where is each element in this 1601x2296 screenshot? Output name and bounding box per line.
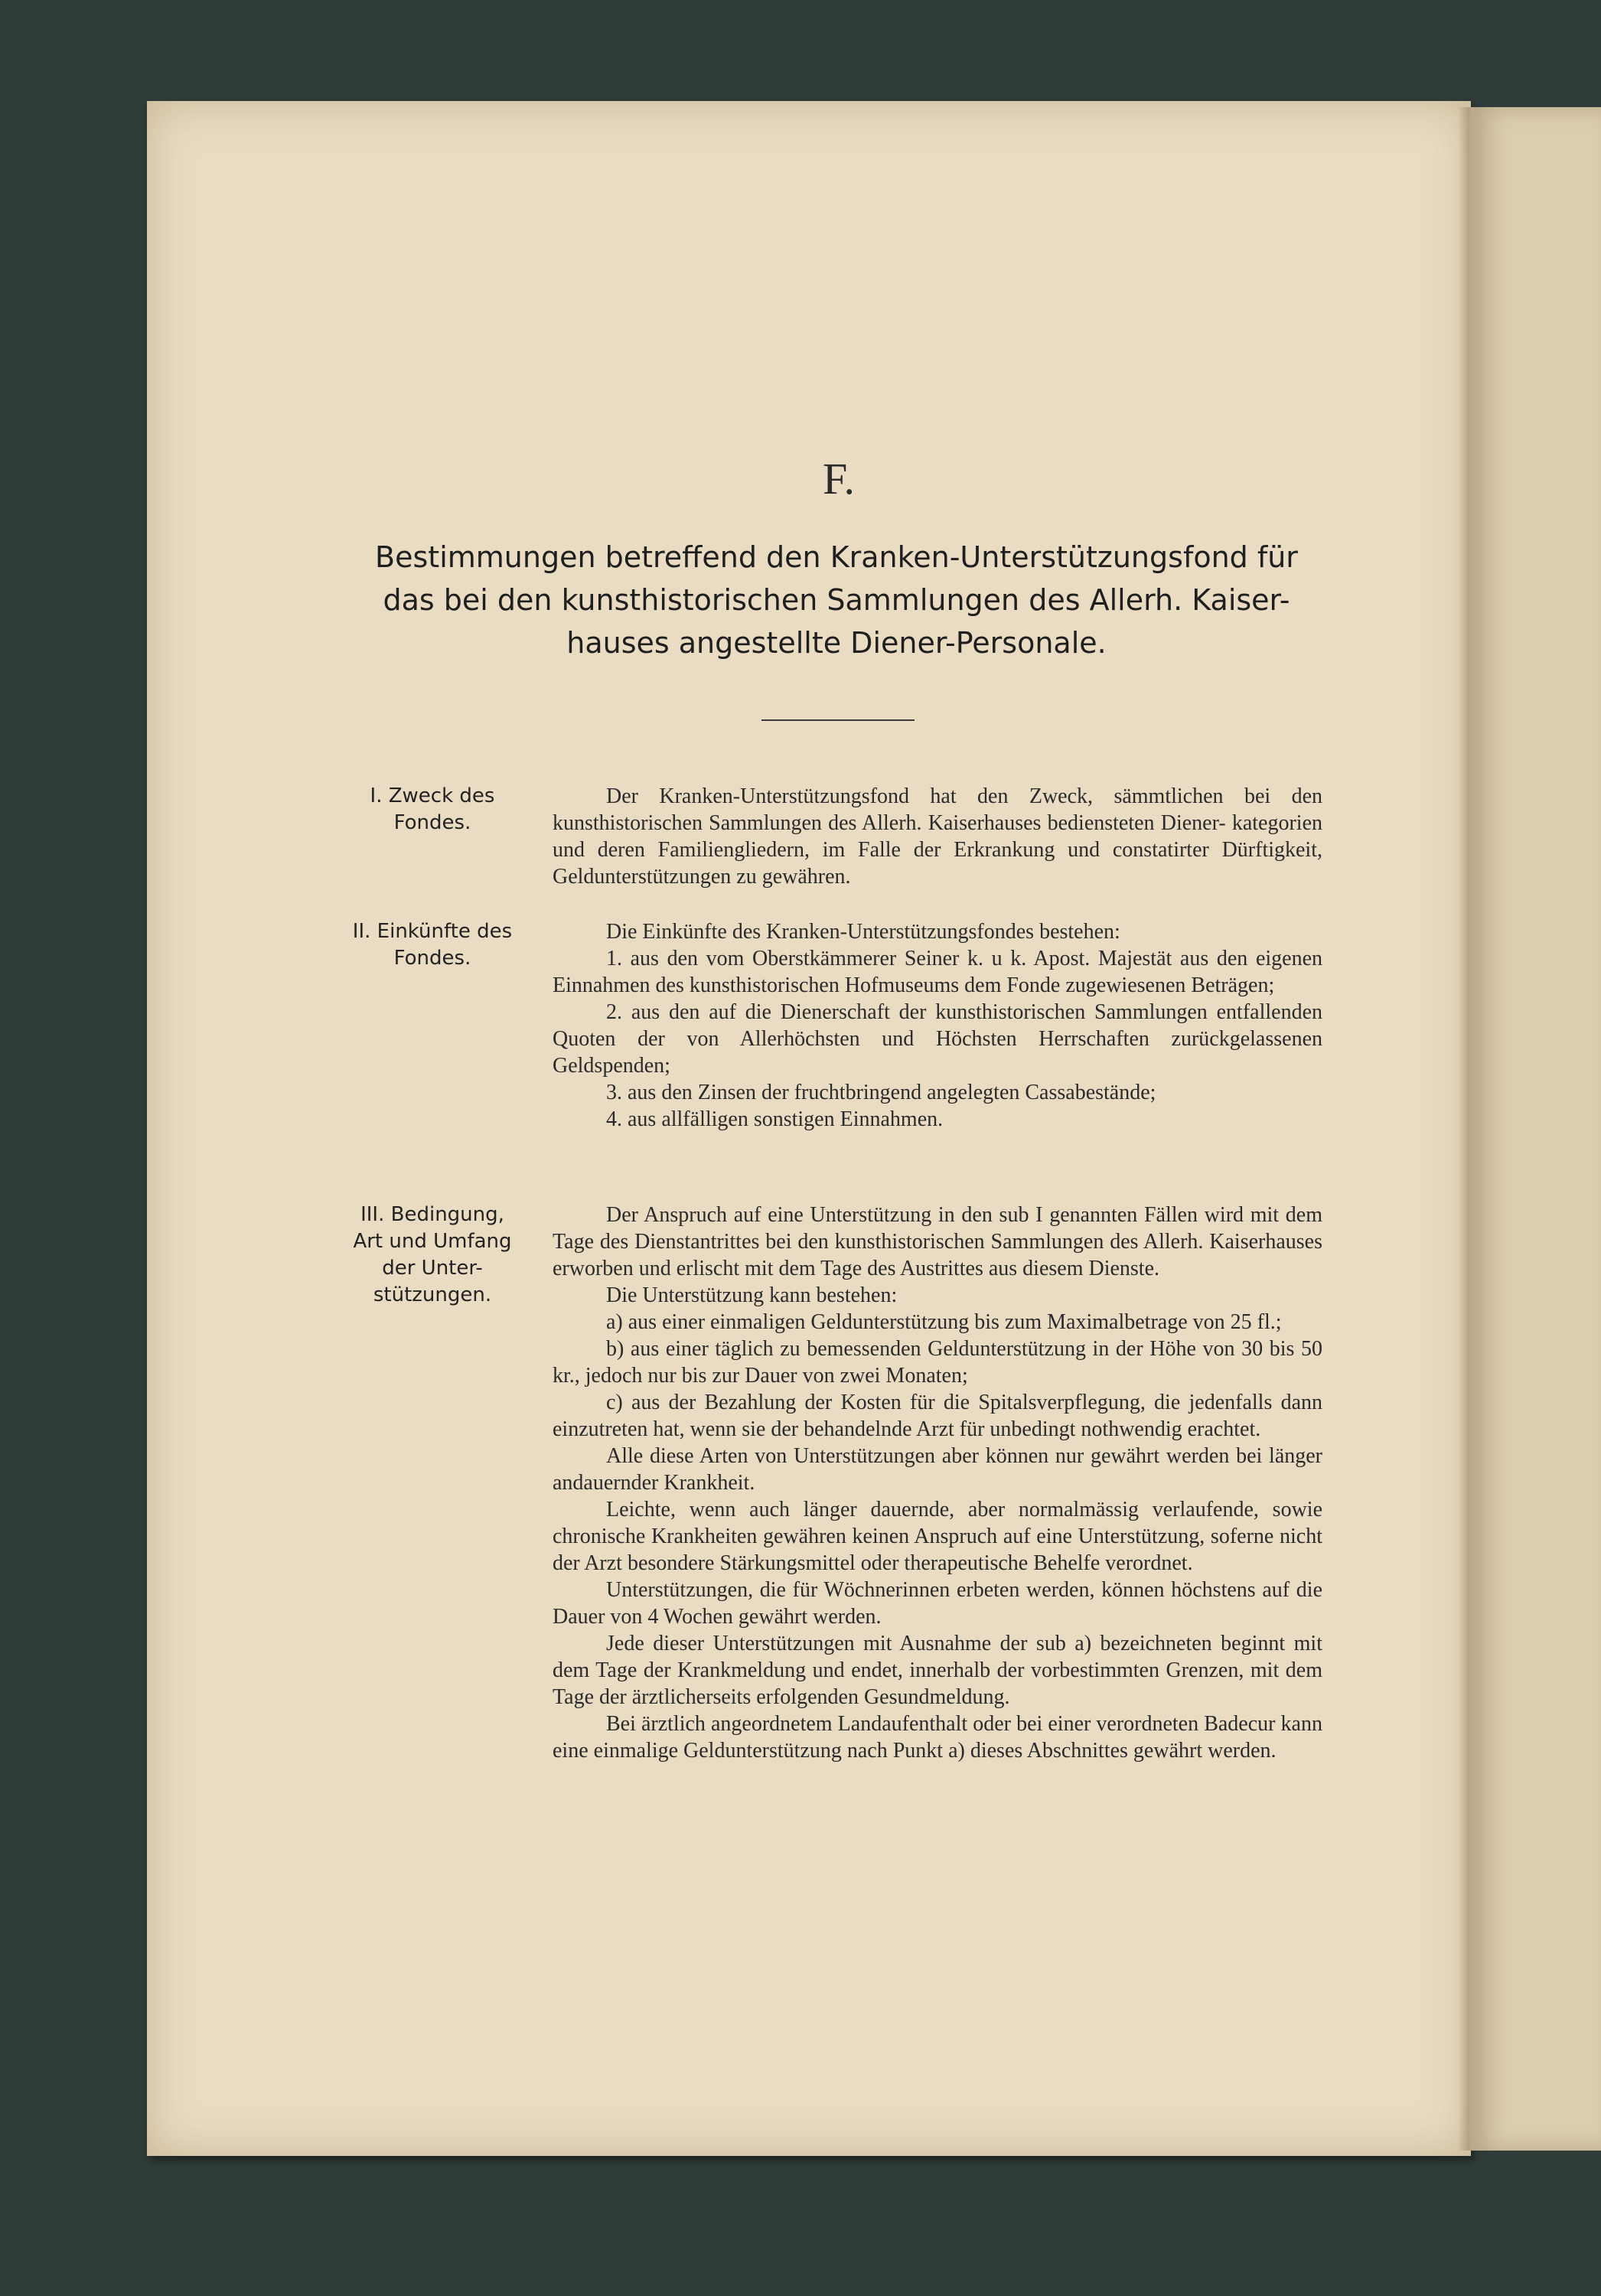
paragraph: b) aus einer täglich zu bemessenden Geldunterstützung in der Höhe von 30 bis 50 kr., jedoch nur bis zur Dauer von zwei Monaten; (553, 1337, 1322, 1388)
section-label-bedingung (337, 1202, 528, 1309)
label-line: Fondes. (393, 811, 471, 834)
paragraph: Jede dieser Unterstützungen mit Ausnahme der sub a) bezeichneten beginnt mit dem Tage der Krankmeldung und endet, innerhalb der vorbestimmten Grenzen, mit dem Tage der ärztlicherseits erfolgenden Gesundmeldung. (553, 1632, 1322, 1709)
paragraph: Unterstützungen, die für Wöchnerinnen erbeten werden, können höchstens auf die Dauer von 4 Wochen gewährt werden. (553, 1578, 1322, 1629)
paragraph: 3. aus den Zinsen der fruchtbringend angelegten Cassabestände; (606, 1081, 1156, 1104)
paragraph: Die Einkünfte des Kranken-Unterstützungsfondes bestehen: (606, 920, 1120, 944)
paragraph: a) aus einer einmaligen Geldunterstützung bis zum Maximalbetrage von 25 fl.; (606, 1310, 1282, 1334)
title-line: Bestimmungen betreffend den Kranken-Unterstützungsfond für (375, 540, 1298, 574)
paragraph: 2. aus den auf die Dienerschaft der kunsthistorischen Sammlungen entfallenden Quoten der von Allerhöchsten und Höchsten Herrschaften zurückgelassenen Geldspenden; (553, 1000, 1322, 1078)
section-label-einkuenfte (337, 918, 528, 972)
label-line: III. Bedingung, (360, 1203, 504, 1226)
paragraph: 4. aus allfälligen sonstigen Einnahmen. (606, 1107, 944, 1131)
paragraph: Die Unterstützung kann bestehen: (606, 1283, 898, 1307)
section-body-einkuenfte (553, 918, 1322, 1133)
paragraph: Alle diese Arten von Unterstützungen aber können nur gewährt werden bei länger andauernder Krankheit. (553, 1444, 1322, 1495)
label-line: Art und Umfang (353, 1230, 512, 1253)
label-line: II. Einkünfte des (352, 920, 513, 943)
paragraph: Der Anspruch auf eine Unterstützung in den sub I genannten Fällen wird mit dem Tage des Dienstantrittes bei den kunsthistorischen Sammlungen des Allerh. Kaiserhauses erworben und erlischt mit dem Tage des Austrittes aus diesem Dienste. (553, 1203, 1322, 1280)
section-label-zweck (337, 783, 528, 837)
label-line: Fondes. (393, 947, 471, 970)
paragraph: Der Kranken-Unterstützungsfond hat den Zweck, sämmtlichen bei den kunsthistorischen Sammlungen des Allerh. Kaiserhauses bediensteten Diener- kategorien und deren Familiengliedern, im Falle der Erkrankung und constatirter Dürftigkeit, Geldunterstützungen zu gewähren. (553, 784, 1322, 889)
paragraph: Bei ärztlich angeordnetem Landaufenthalt oder bei einer verordneten Badecur kann eine einmalige Geldunterstützung nach Punkt a) dieses Abschnittes gewährt werden. (553, 1712, 1322, 1763)
section-body-zweck (553, 783, 1322, 890)
title-line: das bei den kunsthistorischen Sammlungen des Allerh. Kaiser- (383, 583, 1290, 617)
document-title (338, 536, 1335, 664)
label-line: der Unter- (382, 1257, 483, 1280)
label-line: stützungen. (373, 1283, 492, 1306)
paragraph: Leichte, wenn auch länger dauernde, aber normalmässig verlaufende, sowie chronische Krankheiten gewähren keinen Anspruch auf eine Unterstützung, soferne nicht der Arzt besondere Stärkungsmittel oder therapeutische Behelfe verordnet. (553, 1498, 1322, 1575)
section-body-bedingung (553, 1202, 1322, 1764)
adjacent-page-edge (1471, 107, 1601, 2151)
section-letter: F. (822, 454, 856, 504)
title-line: hauses angestellte Diener-Personale. (566, 626, 1107, 660)
paragraph: c) aus der Bezahlung der Kosten für die Spitalsverpflegung, die jedenfalls dann einzutreten hat, wenn sie der behandelnde Arzt für unbedingt nothwendig erachtet. (553, 1391, 1322, 1441)
title-divider (761, 719, 915, 721)
paragraph: 1. aus den vom Oberstkämmerer Seiner k. u k. Apost. Majestät aus den eigenen Einnahmen des kunsthistorischen Hofmuseums dem Fonde zugewiesenen Beträgen; (553, 947, 1322, 997)
label-line: I. Zweck des (370, 784, 495, 807)
